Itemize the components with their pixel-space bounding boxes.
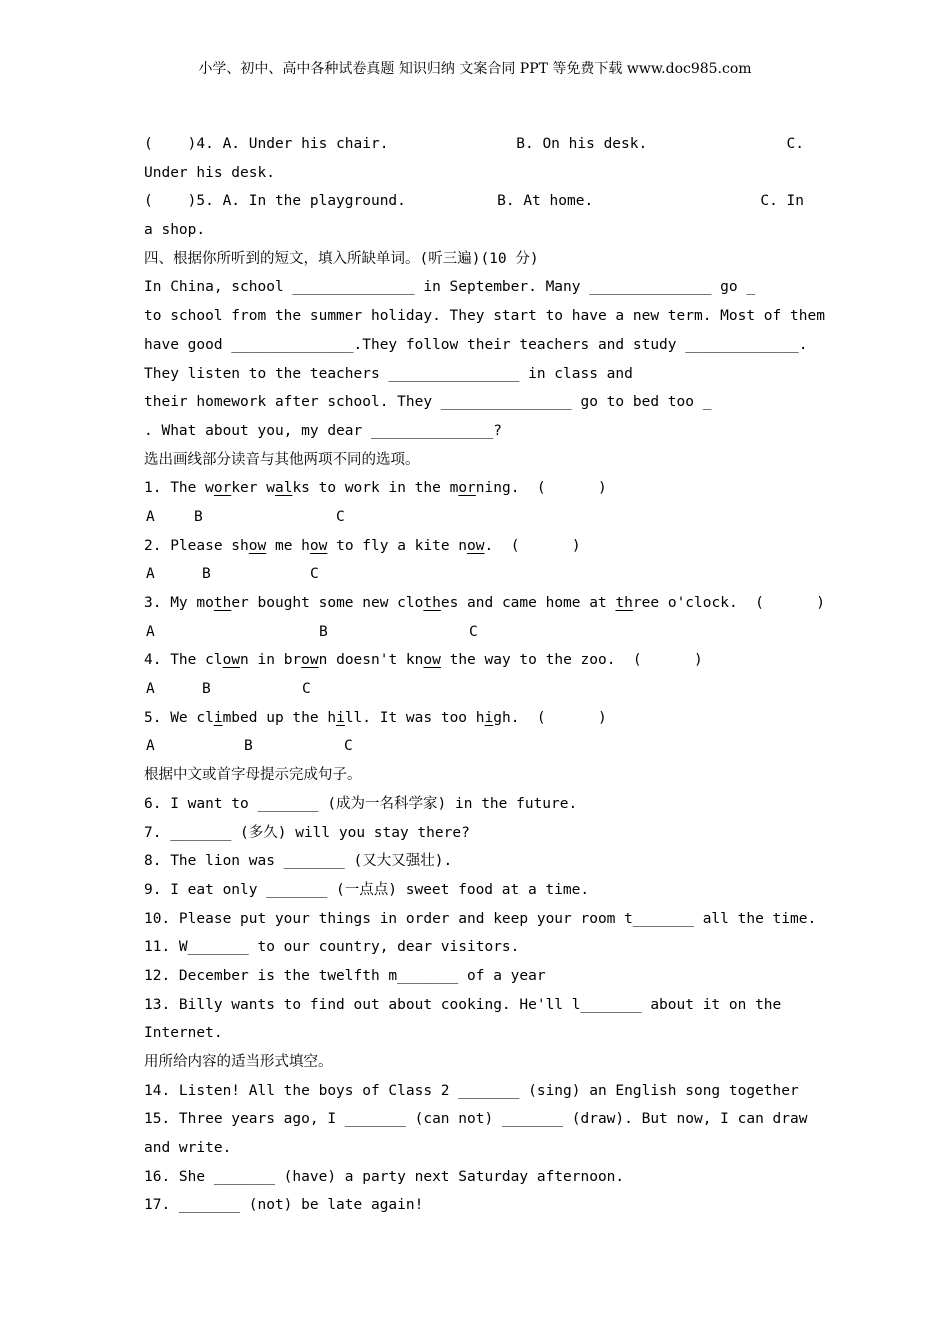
passage-line: to school from the summer holiday. They start to have a new term. Most of them xyxy=(144,308,825,325)
option-labels: A B C xyxy=(146,738,353,755)
pronunciation-question-4: 4. The clown in brown doesn't know the way to the zoo. ( ) xyxy=(144,652,703,669)
passage-line: have good ______________.They follow their teachers and study _____________. xyxy=(144,336,808,353)
hint-question: 9. I eat only _______ (一点点) sweet food at a time. xyxy=(144,881,590,898)
form-question: 15. Three years ago, I _______ (can not) _______ (draw). But now, I can draw xyxy=(144,1111,808,1128)
option-labels: A B C xyxy=(146,508,345,525)
listening-question-5: ( )5. A. In the playground. B. At home. C. In xyxy=(144,193,804,210)
passage-line: their homework after school. They _______________ go to bed too _ xyxy=(144,394,712,411)
option-labels: A B C xyxy=(146,623,478,640)
hint-question: 11. W_______ to our country, dear visitors. xyxy=(144,939,520,956)
form-question: 14. Listen! All the boys of Class 2 _______ (sing) an English song together xyxy=(144,1082,799,1099)
hint-question: 7. _______ (多久) will you stay there? xyxy=(144,824,470,841)
form-question-cont: and write. xyxy=(144,1140,232,1157)
listening-question-4-cont: Under his desk. xyxy=(144,164,275,181)
hint-question: 10. Please put your things in order and keep your room t_______ all the time. xyxy=(144,910,817,927)
passage-line: . What about you, my dear ______________? xyxy=(144,422,502,439)
hints-heading: 根据中文或首字母提示完成句子。 xyxy=(144,767,362,784)
forms-heading: 用所给内容的适当形式填空。 xyxy=(144,1054,333,1070)
passage-line: They listen to the teachers _______________ in class and xyxy=(144,365,633,382)
form-question: 17. _______ (not) be late again! xyxy=(144,1197,424,1214)
hint-question: 12. December is the twelfth m_______ of a year xyxy=(144,967,546,984)
option-labels: A B C xyxy=(146,566,319,583)
passage-line: In China, school ______________ in September. Many ______________ go _ xyxy=(144,279,756,296)
hint-question-cont: Internet. xyxy=(144,1025,223,1042)
section4-heading: 四、根据你所听到的短文，填入所缺单词。(听三遍)(10 分) xyxy=(144,250,539,267)
pronunciation-question-5: 5. We climbed up the hill. It was too high. ( ) xyxy=(144,709,607,726)
listening-question-4: ( )4. A. Under his chair. B. On his desk. C. xyxy=(144,136,804,152)
pronunciation-question-3: 3. My mother bought some new clothes and came home at three o'clock. ( ) xyxy=(144,595,825,611)
hint-question: 13. Billy wants to find out about cooking. He'll l_______ about it on the xyxy=(144,996,782,1013)
option-labels: A B C xyxy=(146,681,311,698)
pronunciation-heading: 选出画线部分读音与其他两项不同的选项。 xyxy=(144,451,420,468)
form-question: 16. She _______ (have) a party next Saturday afternoon. xyxy=(144,1168,625,1185)
pronunciation-question-1: 1. The worker walks to work in the morning. ( ) xyxy=(144,480,607,497)
hint-question: 8. The lion was _______ (又大又强壮). xyxy=(144,853,453,870)
listening-question-5-cont: a shop. xyxy=(144,222,206,239)
pronunciation-question-2: 2. Please show me how to fly a kite now. ( ) xyxy=(144,537,581,554)
page-header: 小学、初中、高中各种试卷真题 知识归纳 文案合同 PPT 等免费下载 www.doc985.com xyxy=(198,61,752,77)
worksheet-body xyxy=(144,130,825,1220)
hint-question: 6. I want to _______ (成为一名科学家) in the future. xyxy=(144,795,578,812)
